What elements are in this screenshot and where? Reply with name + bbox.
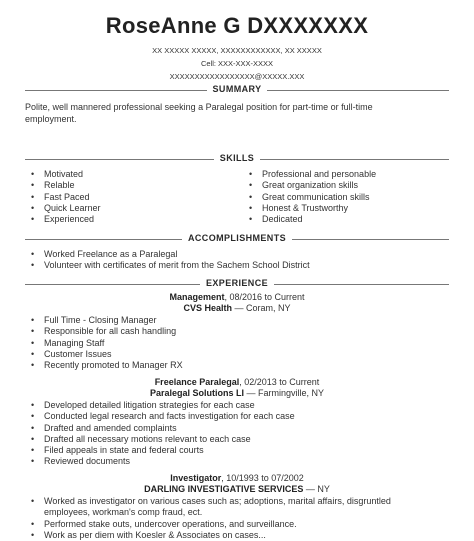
list-item: • Great organization skills	[248, 180, 376, 191]
list-item: • Full Time - Closing Manager	[30, 315, 183, 326]
job-title-line: Investigator, 10/1993 to 07/2002	[170, 473, 304, 483]
experience-heading: EXPERIENCE	[0, 278, 474, 288]
skills-right-list	[248, 169, 376, 225]
job-bullets	[30, 315, 183, 371]
skills-left-list	[30, 169, 101, 225]
list-item: • Honest & Trustworthy	[248, 203, 376, 214]
list-item: • Worked as investigator on various cases such as; adoptions, marital affairs, disgruntled employees, workman's comp fraud, ect.	[30, 496, 391, 519]
list-item: • Drafted all necessary motions relevant to each case	[30, 434, 295, 445]
job-employer-line: Paralegal Solutions LI — Farmingville, NY	[149, 388, 325, 398]
job-bullets	[30, 496, 391, 541]
accomplishments-list	[30, 249, 310, 272]
list-item: • Drafted and amended complaints	[30, 423, 295, 434]
list-item: • Relable	[30, 180, 101, 191]
job-title-line: Freelance Paralegal, 02/2013 to Current	[154, 377, 320, 387]
list-item: • Dedicated	[248, 214, 376, 225]
job-bullets	[30, 400, 295, 468]
list-item: • Volunteer with certificates of merit from the Sachem School District	[30, 260, 310, 271]
summary-text-line-1: Polite, well mannered professional seeking a Paralegal position for part-time or full-time	[25, 102, 373, 112]
list-item: • Filed appeals in state and federal courts	[30, 445, 295, 456]
skills-heading: SKILLS	[0, 153, 474, 163]
cell-phone: Cell: XXX-XXX-XXXX	[200, 59, 274, 68]
email: XXXXXXXXXXXXXXXXX@XXXXX.XXX	[169, 72, 305, 81]
candidate-name: RoseAnne G DXXXXXXX	[105, 13, 369, 38]
address: XX XXXXX XXXXX, XXXXXXXXXXXX, XX XXXXX	[152, 46, 322, 55]
list-item: • Conducted legal research and facts investigation for each case	[30, 411, 295, 422]
list-item: • Recently promoted to Manager RX	[30, 360, 183, 371]
job-employer-line: DARLING INVESTIGATIVE SERVICES — NY	[144, 484, 330, 494]
list-item: • Managing Staff	[30, 338, 183, 349]
list-item: • Fast Paced	[30, 192, 101, 203]
job-employer-line: CVS Health — Coram, NY	[183, 303, 291, 313]
list-item: • Work as per diem with Koesler & Associates on cases...	[30, 530, 391, 541]
list-item: • Developed detailed litigation strategies for each case	[30, 400, 295, 411]
list-item: • Motivated	[30, 169, 101, 180]
list-item: • Performed stake outs, undercover operations, and surveillance.	[30, 519, 391, 530]
list-item: • Quick Learner	[30, 203, 101, 214]
list-item: • Worked Freelance as a Paralegal	[30, 249, 310, 260]
summary-text-line-2: employment.	[25, 114, 77, 124]
list-item: • Reviewed documents	[30, 456, 295, 467]
job-title-line: Management, 08/2016 to Current	[169, 292, 305, 302]
list-item: • Professional and personable	[248, 169, 376, 180]
list-item: • Customer Issues	[30, 349, 183, 360]
accomplishments-heading: ACCOMPLISHMENTS	[0, 233, 474, 243]
list-item: • Great communication skills	[248, 192, 376, 203]
list-item: • Experienced	[30, 214, 101, 225]
list-item: • Responsible for all cash handling	[30, 326, 183, 337]
summary-heading: SUMMARY	[0, 84, 474, 94]
